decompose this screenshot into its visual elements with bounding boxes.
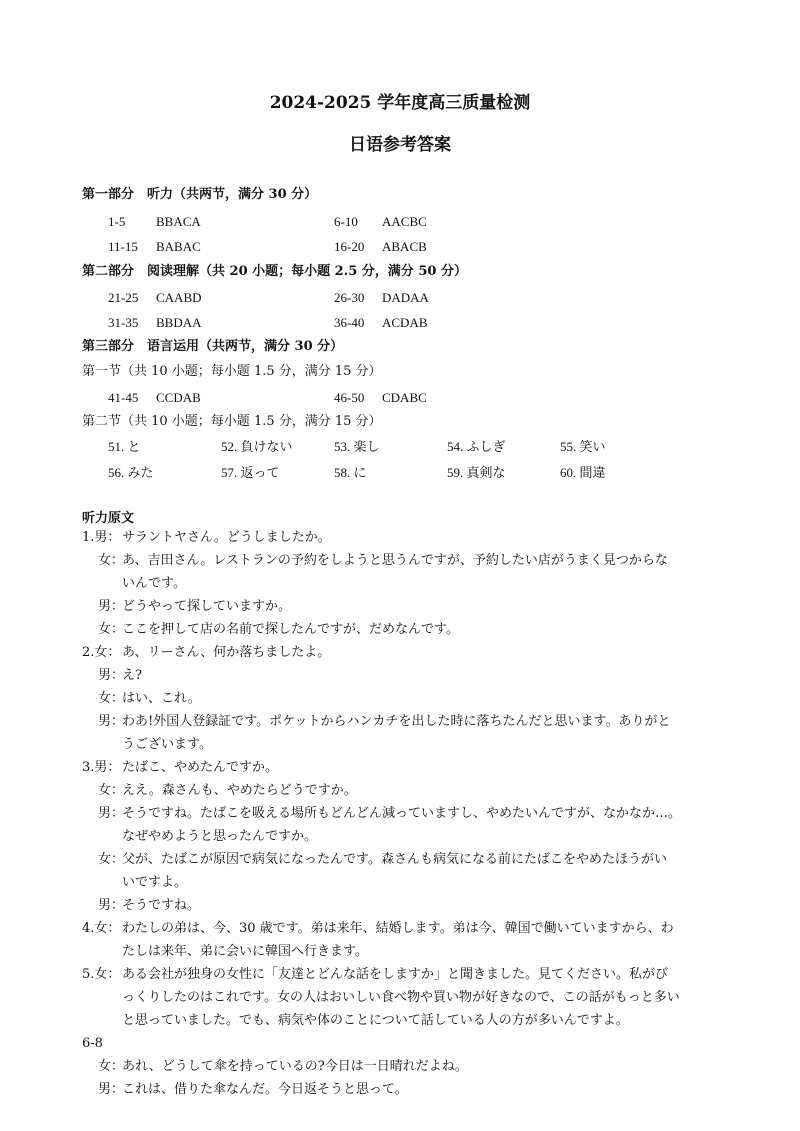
word-answer: 54. ふしぎ [447,439,506,454]
dialogue-line [82,1055,722,1078]
dialogue-text: あれ、どうして傘を持っているの?今日は一日晴れだよね。 [122,1059,468,1074]
dialogue-line [82,595,722,618]
transcript-heading: 听力原文 [82,511,135,526]
dialogue-text: ある会社が独身の女性に「友達とどんな話をしますか」と聞きました。見てください。私がび っくりしたのはこれです。女の人はおいしい食べ物や買い物が好きなので、この話がもっと多い と思っていました。でも、病気や体のことについて話している人の方が多いんですよ。 [122,967,680,1028]
word-answer: 53. 楽し [334,439,380,454]
dialogue-line [82,802,722,848]
dialogue-text: わあ!外国人登録証です。ポケットからハンカチを出した時に落ちたんだと思います。ありがと うございます。 [122,714,671,752]
speaker-label: 男： [98,668,125,683]
speaker-label: 男： [98,599,125,614]
dialogue-line [82,756,722,779]
dialogue-line [82,848,722,894]
speaker-label: 5.女： [82,967,121,982]
answer-group [334,213,427,231]
word-answer: 52. 負けない [221,439,293,454]
dialogue-text: あ、吉田さん。レストランの予約をしようと思うんですが、予約したい店がうまく見つからな いんです。 [122,553,668,591]
part1-heading: 第一部分 听力（共两节，满分 30 分） [82,187,318,202]
answer-letters: BBDAA [156,315,202,330]
speaker-label: 女： [98,553,125,568]
answer-group [108,389,201,407]
document-subtitle: 日语参考答案 [349,135,451,155]
dialogue-line [82,779,722,802]
dialogue-line [82,687,722,710]
dialogue-text: どうやって探していますか。 [122,599,292,614]
answer-range: 41-45 [108,390,139,405]
section2-heading: 第二节（共 10 小题；每小题 1.5 分，满分 15 分） [82,414,382,429]
answer-range: 21-25 [108,290,139,305]
answer-range: 6-10 [334,214,358,229]
answer-letters: DADAA [382,290,429,305]
dialogue-text: たばこ、やめたんですか。 [122,760,279,775]
dialogue-group-number: 6-8 [82,1036,103,1051]
part3-heading: 第三部分 语言运用（共两节，满分 30 分） [82,339,344,354]
speaker-label: 2.女： [82,645,121,660]
dialogue-line [82,618,722,641]
dialogue-line [82,641,722,664]
word-answer: 60. 間違 [560,465,606,480]
answer-range: 11-15 [108,239,138,254]
dialogue-text: ここを押して店の名前で探したんですが、だめなんです。 [122,622,459,637]
speaker-label: 女： [98,622,125,637]
answer-letters: ABACB [382,239,427,254]
answer-range: 26-30 [334,290,365,305]
word-answer: 55. 笑い [560,439,606,454]
answer-letters: CCDAB [156,390,201,405]
document-title: 2024-2025 学年度高三质量检测 [269,93,531,113]
speaker-label: 男： [98,898,125,913]
answer-group [334,289,429,307]
speaker-label: 1.男： [82,530,121,545]
section1-heading: 第一节（共 10 小题；每小题 1.5 分，满分 15 分） [82,364,382,379]
word-answer: 58. に [334,465,367,480]
word-answer: 56. みた [108,465,154,480]
speaker-label: 3.男： [82,760,121,775]
answer-range: 46-50 [334,390,365,405]
answer-range: 1-5 [108,214,126,229]
dialogue-text: そうですね。たばこを吸える場所もどんどん減っていますし、やめたいんですが、なかなか…。 なぜやめようと思ったんですか。 [122,806,682,844]
dialogue-text: ええ。森さんも、やめたらどうですか。 [122,783,357,798]
dialogue-text: あ、リーさん、何か落ちましたよ。 [122,645,331,660]
speaker-label: 女： [98,852,125,867]
answer-group [334,389,427,407]
answer-range: 16-20 [334,239,365,254]
word-answer: 59. 真剣な [447,465,506,480]
speaker-label: 4.女： [82,921,121,936]
answer-letters: BABAC [156,239,201,254]
dialogue-line [82,963,722,1032]
dialogue-line [82,549,722,595]
speaker-label: 女： [98,783,125,798]
answer-letters: AACBC [382,214,427,229]
speaker-label: 男： [98,806,125,821]
speaker-label: 女： [98,1059,125,1074]
speaker-label: 男： [98,1082,125,1097]
speaker-label: 男： [98,714,125,729]
answer-group [334,314,428,332]
dialogue-line [82,664,722,687]
part2-heading: 第二部分 阅读理解（共 20 小题；每小题 2.5 分，满分 50 分） [82,264,467,279]
answer-group [108,238,201,256]
dialogue-text: はい、これ。 [122,691,201,706]
dialogue-text: え? [122,668,142,683]
answer-group [108,289,202,307]
answer-range: 31-35 [108,315,139,330]
word-answer: 57. 返って [221,465,280,480]
answer-group [108,314,202,332]
dialogue-line [82,710,722,756]
dialogue-line [82,1078,722,1101]
answer-letters: BBACA [156,214,201,229]
dialogue-text: 父が、たばこが原因で病気になったんです。森さんも病気になる前にたばこをやめたほうがい いですよ。 [122,852,667,890]
answer-group [108,213,201,231]
answer-letters: CAABD [156,290,202,305]
dialogue-line [82,894,722,917]
dialogue-text: わたしの弟は、今、30 歳です。弟は来年、結婚します。弟は今、韓国で働いていますから、わ たしは来年、弟に会いに韓国へ行きます。 [122,921,674,959]
dialogue-line [82,526,722,549]
speaker-label: 女： [98,691,125,706]
dialogue-line [82,917,722,963]
answer-range: 36-40 [334,315,365,330]
dialogue-text: そうですね。 [122,898,201,913]
dialogue-text: サラントヤさん。どうしましたか。 [122,530,331,545]
dialogue-text: これは、借りた傘なんだ。今日返そうと思って。 [122,1082,408,1097]
word-answer: 51. と [108,439,141,454]
answer-letters: ACDAB [382,315,428,330]
transcript-body [82,526,722,1101]
answer-letters: CDABC [382,390,427,405]
answer-group [334,238,427,256]
